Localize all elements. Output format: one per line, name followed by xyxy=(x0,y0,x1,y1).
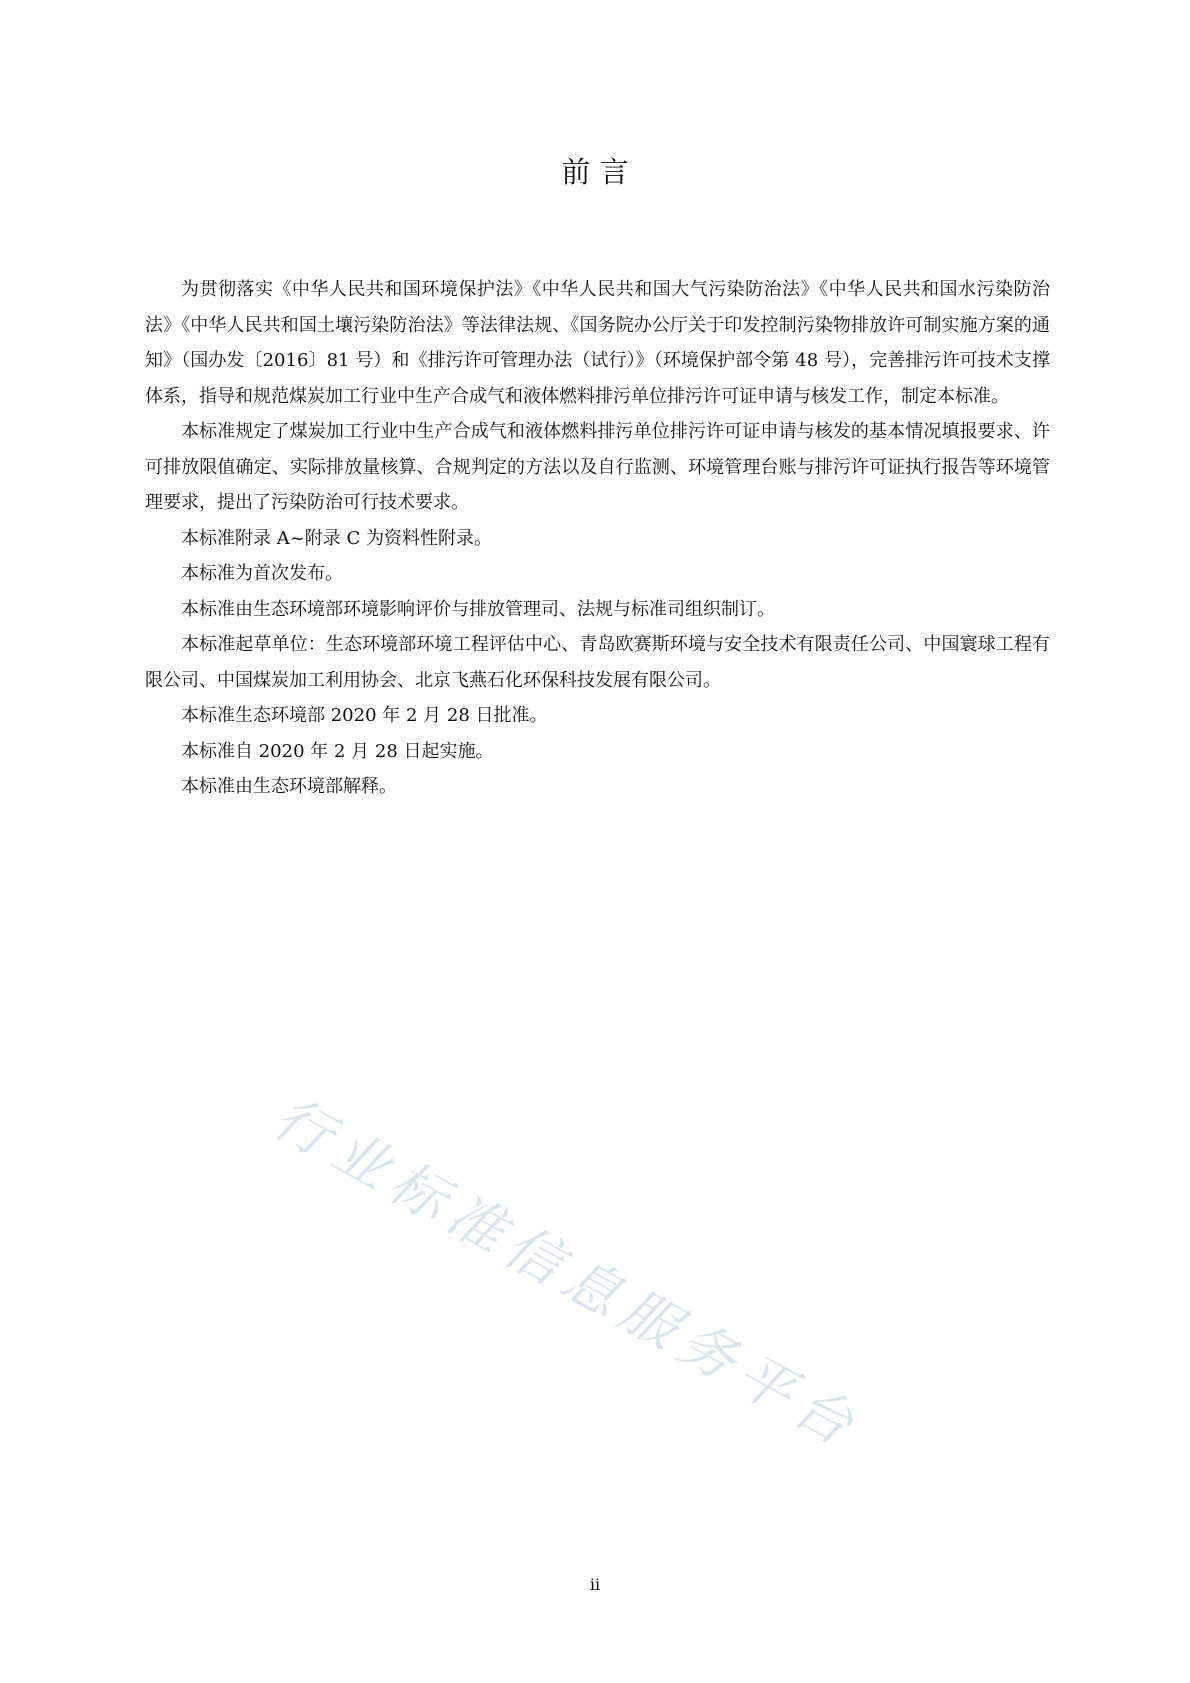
paragraph-purpose: 为贯彻落实《中华人民共和国环境保护法》《中华人民共和国大气污染防治法》《中华人民共和国水污染防治法》《中华人民共和国土壤污染防治法》等法律法规、《国务院办公厅关于印发控制污染物排放许可制实施方案的通知》（国办发〔2016〕81 号）和《排污许可管理办法（试行）》（环境保护部令第 48 号），完善排污许可技术支撑体系，指导和规范煤炭加工行业中生产合成气和液体燃料排污单位排污许可证申请与核发工作，制定本标准。 xyxy=(145,279,1050,407)
paragraph-scope: 本标准规定了煤炭加工行业中生产合成气和液体燃料排污单位排污许可证申请与核发的基本情况填报要求、许可排放限值确定、实际排放量核算、合规判定的方法以及自行监测、环境管理台账与排污许可证执行报告等环境管理要求，提出了污染防治可行技术要求。 xyxy=(145,421,1050,513)
foreword-body xyxy=(145,272,1050,805)
page-title: 前 言 xyxy=(561,155,629,189)
paragraph-drafting-units: 本标准起草单位：生态环境部环境工程评估中心、青岛欧赛斯环境与安全技术有限责任公司、中国寰球工程有限公司、中国煤炭加工利用协会、北京飞燕石化环保科技发展有限公司。 xyxy=(145,634,1050,691)
paragraph-implementation: 本标准自 2020 年 2 月 28 日起实施。 xyxy=(181,740,494,762)
page-number: ii xyxy=(589,1575,601,1594)
paragraph-interpretation: 本标准由生态环境部解释。 xyxy=(181,776,397,797)
paragraph-first-release: 本标准为首次发布。 xyxy=(181,563,343,584)
paragraph-organizer: 本标准由生态环境部环境影响评价与排放管理司、法规与标准司组织制订。 xyxy=(181,598,775,620)
paragraph-appendix: 本标准附录 A~附录 C 为资料性附录。 xyxy=(181,527,493,549)
watermark-text: 行业标准信息服务平台 xyxy=(262,1085,872,1463)
paragraph-approval: 本标准生态环境部 2020 年 2 月 28 日批准。 xyxy=(181,705,548,726)
